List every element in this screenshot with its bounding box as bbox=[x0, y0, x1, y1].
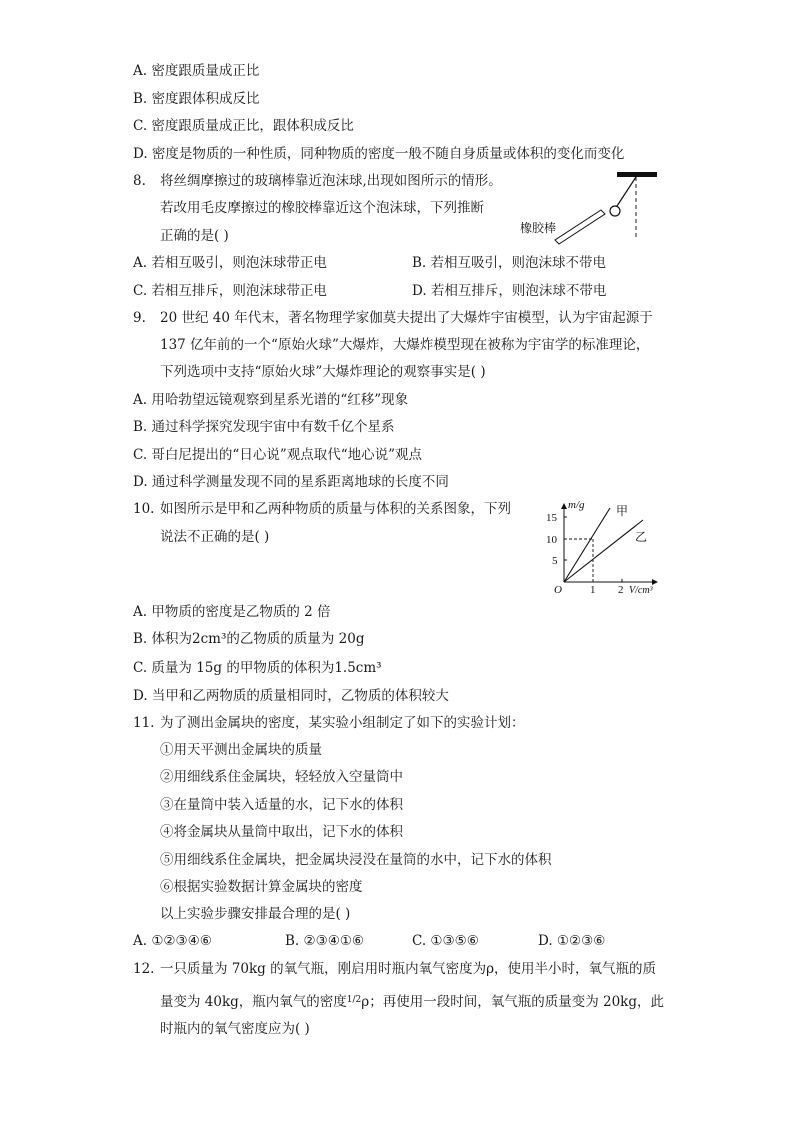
rod-label: 橡胶棒 bbox=[520, 221, 557, 235]
q11-step-4: ④将金属块从量筒中取出，记下水的体积 bbox=[160, 824, 403, 840]
q9-option-b: B. 通过科学探究发现宇宙中有数千亿个星系 bbox=[133, 419, 395, 435]
q11-step-2: ②用细线系住金属块，轻轻放入空量筒中 bbox=[160, 769, 403, 785]
q10-number: 10. bbox=[133, 501, 155, 517]
y-tick-label-5: 5 bbox=[552, 555, 558, 567]
foam-ball bbox=[610, 206, 620, 216]
x-tick-label-2: 2 bbox=[618, 584, 624, 596]
q12-line2-part-a: 量变为 40kg，瓶内氧气的密度 bbox=[160, 994, 347, 1010]
y-axis-label: m/g bbox=[568, 499, 585, 511]
q11-step-1: ①用天平测出金属块的质量 bbox=[160, 742, 322, 758]
q9-number: 9. bbox=[133, 310, 146, 326]
q10-option-d: D. 当甲和乙两物质的质量相同时，乙物质的体积较大 bbox=[133, 688, 449, 704]
q12-fraction: 1/2 bbox=[346, 995, 362, 1005]
q12-number: 12. bbox=[133, 961, 155, 977]
q8-stem-line1: 将丝绸摩擦过的玻璃棒靠近泡沫球,出现如图所示的情形。 bbox=[160, 173, 502, 189]
line-jia bbox=[564, 508, 610, 582]
q12-stem-line1: 一只质量为 70kg 的氧气瓶，刚启用时瓶内氧气密度为ρ，使用半小时，氧气瓶的质 bbox=[160, 961, 657, 977]
ceiling-bar bbox=[617, 172, 657, 177]
rubber-rod bbox=[555, 210, 605, 244]
q9-option-a: A. 用哈勃望远镜观察到星系光谱的“红移”现象 bbox=[133, 392, 409, 408]
q10-option-c: C. 质量为 15g 的甲物质的体积为1.5cm³ bbox=[133, 660, 382, 676]
x-axis-arrow bbox=[652, 579, 658, 585]
q10-stem-line1: 如图所示是甲和乙两种物质的质量与体积的关系图象，下列 bbox=[160, 501, 511, 517]
q11-step-6: ⑥根据实验数据计算金属块的密度 bbox=[160, 879, 363, 895]
q9-option-c: C. 哥白尼提出的“日心说”观点取代“地心说”观点 bbox=[133, 447, 423, 463]
q9-option-d: D. 通过科学测量发现不同的星系距离地球的长度不同 bbox=[133, 474, 449, 490]
x-tick-label-1: 1 bbox=[590, 584, 596, 596]
q7-option-b: B. 密度跟体积成反比 bbox=[133, 91, 260, 107]
q11-question: 以上实验步骤安排最合理的是( ) bbox=[160, 906, 351, 922]
q11-option-b: B. ②③④①⑥ bbox=[285, 933, 365, 949]
line-label-yi: 乙 bbox=[635, 530, 648, 544]
q7-option-a: A. 密度跟质量成正比 bbox=[133, 63, 260, 79]
y-tick-label-15: 15 bbox=[546, 512, 557, 524]
q8-figure bbox=[515, 168, 665, 248]
q9-stem-line1: 20 世纪 40 年代末，著名物理学家伽莫夫提出了大爆炸宇宙模型，认为宇宙起源于 bbox=[160, 310, 653, 326]
q9-stem-line2: 137 亿年前的一个“原始火球”大爆炸，大爆炸模型现在被称为宇宙学的标准理论， bbox=[160, 337, 650, 353]
q12-stem-line2 bbox=[160, 991, 664, 1011]
y-axis-arrow bbox=[561, 503, 567, 509]
origin-label: O bbox=[554, 584, 562, 596]
q10-option-a: A. 甲物质的密度是乙物质的 2 倍 bbox=[133, 604, 331, 620]
q8-option-a: A. 若相互吸引，则泡沫球带正电 bbox=[133, 255, 327, 271]
q10-option-b: B. 体积为2cm³的乙物质的质量为 20g bbox=[133, 631, 365, 647]
q11-stem-line1: 为了测出金属块的密度，某实验小组制定了如下的实验计划： bbox=[160, 715, 525, 731]
q11-step-5: ⑤用细线系住金属块，把金属块浸没在量筒的水中，记下水的体积 bbox=[160, 852, 552, 868]
q11-option-c: C. ①③⑤⑥ bbox=[412, 933, 479, 949]
q11-number: 11. bbox=[133, 715, 155, 731]
q7-option-d: D. 密度是物质的一种性质，同种物质的密度一般不随自身质量或体积的变化而变化 bbox=[133, 146, 625, 162]
line-yi bbox=[564, 520, 643, 582]
q10-mass-volume-graph bbox=[540, 496, 665, 598]
q8-stem-line3: 正确的是( ) bbox=[160, 228, 229, 244]
q8-option-d: D. 若相互排斥，则泡沫球不带电 bbox=[412, 283, 607, 299]
line-label-jia: 甲 bbox=[616, 504, 629, 518]
q10-stem-line2: 说法不正确的是( ) bbox=[160, 529, 270, 545]
thread bbox=[617, 177, 636, 206]
q8-stem-line2: 若改用毛皮摩擦过的橡胶棒靠近这个泡沫球，下列推断 bbox=[160, 200, 484, 216]
q7-option-c: C. 密度跟质量成正比，跟体积成反比 bbox=[133, 118, 354, 134]
x-axis-label: V/cm³ bbox=[629, 585, 653, 596]
q11-step-3: ③在量筒中装入适量的水，记下水的体积 bbox=[160, 797, 403, 813]
q12-stem-line3: 时瓶内的氧气密度应为( ) bbox=[160, 1021, 310, 1037]
q8-option-b: B. 若相互吸引，则泡沫球不带电 bbox=[412, 255, 607, 271]
q9-stem-line3: 下列选项中支持“原始火球”大爆炸理论的观察事实是( ) bbox=[160, 364, 486, 380]
q11-option-a: A. ①②③④⑥ bbox=[133, 933, 212, 949]
q8-option-c: C. 若相互排斥，则泡沫球带正电 bbox=[133, 283, 327, 299]
y-tick-label-10: 10 bbox=[546, 534, 557, 546]
q12-line2-part-b: ρ；再使用一段时间，氧气瓶的质量变为 20kg，此 bbox=[361, 994, 665, 1010]
q8-number: 8. bbox=[133, 173, 146, 189]
q11-option-d: D. ①②③⑥ bbox=[538, 933, 606, 949]
